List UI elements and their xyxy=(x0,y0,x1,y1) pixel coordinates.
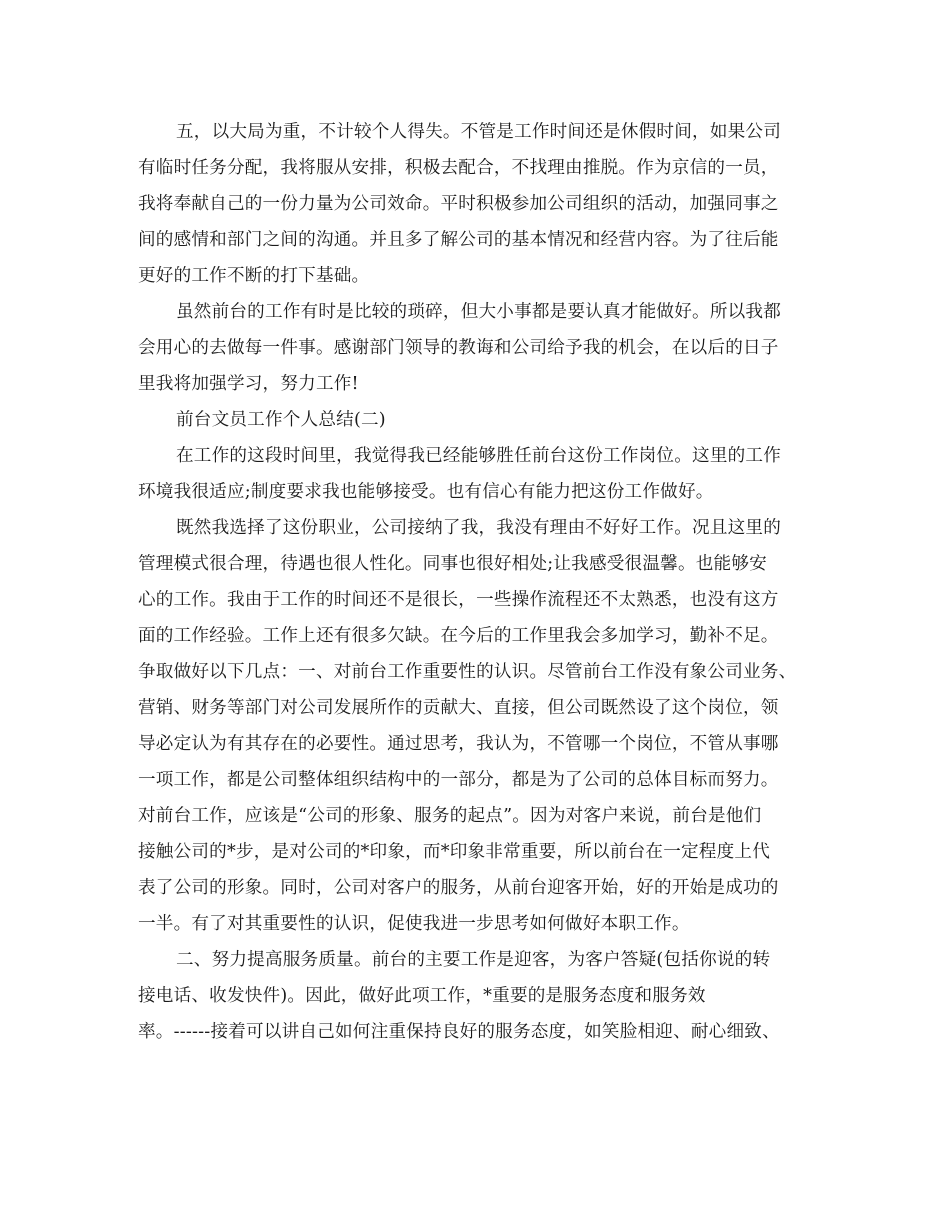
paragraph-line: 接触公司的*步，是对公司的*印象，而*印象非常重要，所以前台在一定程度上代 xyxy=(138,842,770,862)
paragraph-line: 心的工作。我由于工作的时间还不是很长，一些操作流程还不太熟悉，也没有这方 xyxy=(138,590,779,610)
paragraph-line: 会用心的去做每一件事。感谢部门领导的教诲和公司给予我的机会，在以后的日子 xyxy=(138,338,779,358)
paragraph-line: 环境我很适应;制度要求我也能够接受。也有信心有能力把这份工作做好。 xyxy=(138,482,714,502)
paragraph-line: 虽然前台的工作有时是比较的琐碎，但大小事都是要认真才能做好。所以我都 xyxy=(176,302,781,322)
paragraph-line: 营销、财务等部门对公司发展所作的贡献大、直接，但公司既然设了这个岗位，领 xyxy=(138,698,779,718)
paragraph-line: 更好的工作不断的打下基础。 xyxy=(138,266,370,286)
paragraph-line: 接电话、收发快件)。因此，做好此项工作，*重要的是服务态度和服务效 xyxy=(138,986,706,1006)
paragraph-line: 表了公司的形象。同时，公司对客户的服务，从前台迎客开始，好的开始是成功的 xyxy=(138,878,779,898)
paragraph-line: 导必定认为有其存在的必要性。通过思考，我认为，不管哪一个岗位，不管从事哪 xyxy=(138,734,779,754)
paragraph-line: 率。------接着可以讲自己如何注重保持良好的服务态度，如笑脸相迎、耐心细致、 xyxy=(138,1022,780,1042)
paragraph-line: 对前台工作，应该是“公司的形象、服务的起点”。因为对客户来说，前台是他们 xyxy=(138,806,762,826)
paragraph-line: 管理模式很合理，待遇也很人性化。同事也很好相处;让我感受很温馨。也能够安 xyxy=(138,554,767,574)
paragraph-line: 间的感情和部门之间的沟通。并且多了解公司的基本情况和经营内容。为了往后能 xyxy=(138,230,779,250)
paragraph-line: 五，以大局为重，不计较个人得失。不管是工作时间还是休假时间，如果公司 xyxy=(176,122,781,142)
paragraph-line: 有临时任务分配，我将服从安排，积极去配合，不找理由推脱。作为京信的一员， xyxy=(138,158,779,178)
paragraph-line: 既然我选择了这份职业，公司接纳了我，我没有理由不好好工作。况且这里的 xyxy=(176,518,781,538)
paragraph-line: 在工作的这段时间里，我觉得我已经能够胜任前台这份工作岗位。这里的工作 xyxy=(176,446,781,466)
paragraph-line: 面的工作经验。工作上还有很多欠缺。在今后的工作里我会多加学习，勤补不足。 xyxy=(138,626,779,646)
paragraph-line: 二、努力提高服务质量。前台的主要工作是迎客，为客户答疑(包括你说的转 xyxy=(176,950,771,970)
paragraph-line: 我将奉献自己的一份力量为公司效命。平时积极参加公司组织的活动，加强同事之 xyxy=(138,194,779,214)
section-heading: 前台文员工作个人总结(二) xyxy=(176,410,386,430)
paragraph-line: 争取做好以下几点：一、对前台工作重要性的认识。尽管前台工作没有象公司业务、 xyxy=(138,662,797,682)
paragraph-line: 一项工作，都是公司整体组织结构中的一部分，都是为了公司的总体目标而努力。 xyxy=(138,770,779,790)
paragraph-line: 里我将加强学习，努力工作! xyxy=(138,374,359,394)
paragraph-line: 一半。有了对其重要性的认识，促使我进一步思考如何做好本职工作。 xyxy=(138,914,690,934)
